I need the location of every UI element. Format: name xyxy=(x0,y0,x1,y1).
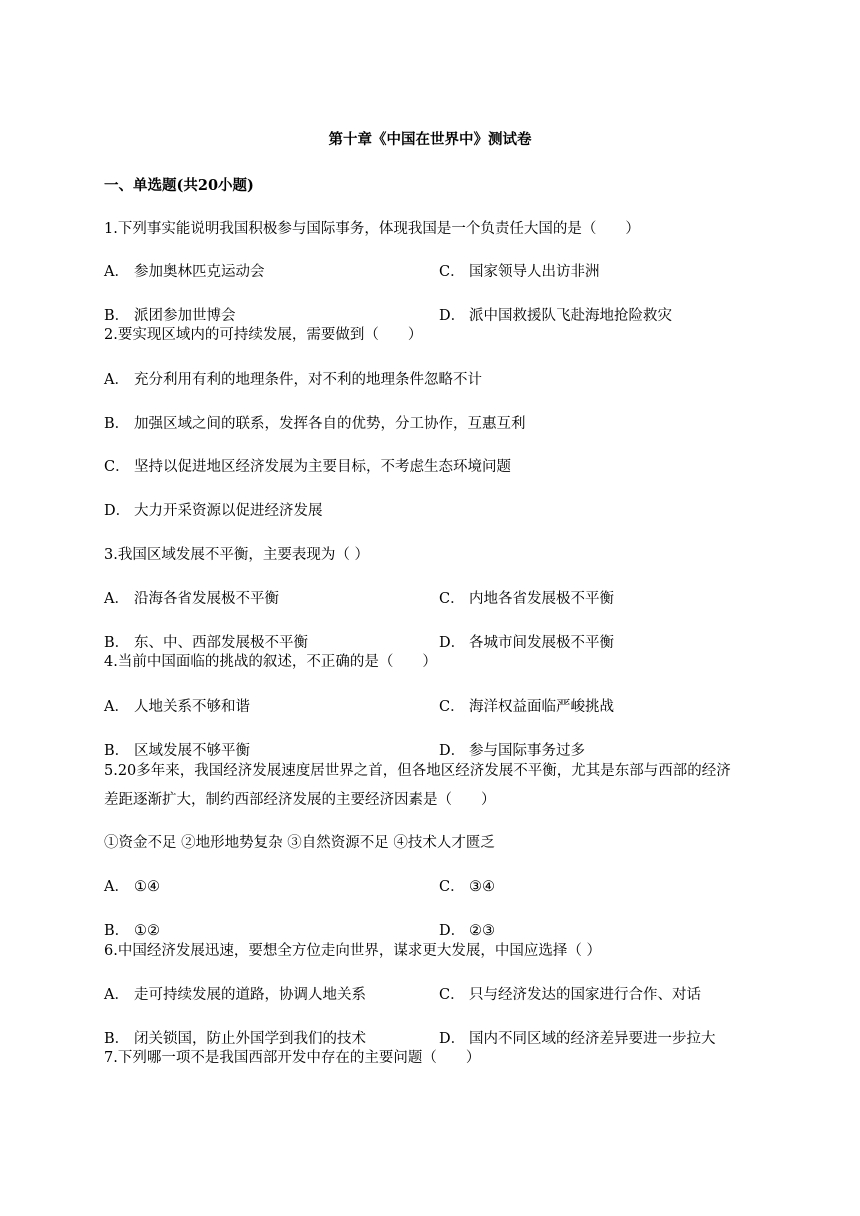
option-text: ②③ xyxy=(469,923,495,939)
option-text: ③④ xyxy=(469,879,495,895)
option-text: 派团参加世博会 xyxy=(134,308,236,324)
option-label: B． xyxy=(104,635,130,651)
option-label: C． xyxy=(439,987,465,1003)
question-3-option-a[interactable] xyxy=(104,589,279,609)
question-6-option-d[interactable] xyxy=(439,1029,716,1049)
option-label: D． xyxy=(439,308,466,324)
option-label: D． xyxy=(439,635,466,651)
option-text: 参加奥林匹克运动会 xyxy=(134,264,265,280)
question-2-option-c[interactable] xyxy=(104,457,511,477)
option-text: 国家领导人出访非洲 xyxy=(469,264,600,280)
option-text: 只与经济发达的国家进行合作、对话 xyxy=(469,987,701,1003)
question-5-option-b[interactable] xyxy=(104,921,160,941)
option-text: 内地各省发展极不平衡 xyxy=(469,591,614,607)
question-5-statements: ①资金不足 ②地形地势复杂 ③自然资源不足 ④技术人才匮乏 xyxy=(104,835,495,851)
question-5-stem: 5.20多年来，我国经济发展速度居世界之首，但各地区经济发展不平衡，尤其是东部与西部的经济 xyxy=(104,763,731,779)
question-7-stem: 7.下列哪一项不是我国西部开发中存在的主要问题（ ） xyxy=(104,1050,481,1066)
question-1-option-c[interactable] xyxy=(439,262,600,282)
option-label: B． xyxy=(104,923,130,939)
question-6-stem: 6.中国经济发展迅速，要想全方位走向世界，谋求更大发展，中国应选择（ ） xyxy=(104,943,601,959)
option-label: D． xyxy=(439,1031,466,1047)
question-4-option-d[interactable] xyxy=(439,741,585,761)
option-text: 充分利用有利的地理条件，对不利的地理条件忽略不计 xyxy=(134,372,482,388)
question-3-option-c[interactable] xyxy=(439,589,614,609)
question-5-option-c[interactable] xyxy=(439,877,495,897)
option-label: A． xyxy=(104,264,129,280)
option-text: 人地关系不够和谐 xyxy=(134,699,250,715)
option-text: 大力开采资源以促进经济发展 xyxy=(134,503,323,519)
option-text: 坚持以促进地区经济发展为主要目标，不考虑生态环境问题 xyxy=(134,459,511,475)
option-label: C． xyxy=(439,879,465,895)
question-4-option-b[interactable] xyxy=(104,741,250,761)
question-5-stem-continued: 差距逐渐扩大，制约西部经济发展的主要经济因素是（ ） xyxy=(104,792,496,808)
option-text: 东、中、西部发展极不平衡 xyxy=(134,635,308,651)
section-heading: 一、单选题(共20小题) xyxy=(104,177,254,194)
option-label: A． xyxy=(104,987,129,1003)
question-5-option-a[interactable] xyxy=(104,877,160,897)
question-3-option-b[interactable] xyxy=(104,633,308,653)
option-text: ①④ xyxy=(134,879,160,895)
question-6-option-c[interactable] xyxy=(439,985,701,1005)
option-label: B． xyxy=(104,308,130,324)
option-label: D． xyxy=(439,743,466,759)
question-1-stem: 1.下列事实能说明我国积极参与国际事务，体现我国是一个负责任大国的是（ ） xyxy=(104,221,640,237)
question-4-option-a[interactable] xyxy=(104,697,250,717)
option-label: A． xyxy=(104,699,129,715)
question-2-option-d[interactable] xyxy=(104,501,323,521)
option-text: 沿海各省发展极不平衡 xyxy=(134,591,279,607)
option-label: B． xyxy=(104,416,130,432)
question-2-stem: 2.要实现区域内的可持续发展，需要做到（ ） xyxy=(104,327,423,343)
question-2-option-b[interactable] xyxy=(104,414,526,434)
option-label: B． xyxy=(104,1031,130,1047)
question-1-option-b[interactable] xyxy=(104,306,236,326)
option-text: 国内不同区域的经济差异要进一步拉大 xyxy=(469,1031,716,1047)
option-label: C． xyxy=(439,264,465,280)
option-label: C． xyxy=(439,591,465,607)
question-6-option-b[interactable] xyxy=(104,1029,366,1049)
question-6-option-a[interactable] xyxy=(104,985,366,1005)
question-4-stem: 4.当前中国面临的挑战的叙述，不正确的是（ ） xyxy=(104,654,437,670)
option-label: A． xyxy=(104,591,129,607)
document-title: 第十章《中国在世界中》测试卷 xyxy=(328,131,532,148)
option-label: B． xyxy=(104,743,130,759)
question-3-option-d[interactable] xyxy=(439,633,614,653)
option-text: 各城市间发展极不平衡 xyxy=(469,635,614,651)
option-text: 参与国际事务过多 xyxy=(469,743,585,759)
option-text: 派中国救援队飞赴海地抢险救灾 xyxy=(469,308,672,324)
question-4-option-c[interactable] xyxy=(439,697,614,717)
option-text: 区域发展不够平衡 xyxy=(134,743,250,759)
question-3-stem: 3.我国区域发展不平衡，主要表现为（ ） xyxy=(104,547,369,563)
option-text: 加强区域之间的联系，发挥各自的优势，分工协作，互惠互利 xyxy=(134,416,526,432)
option-label: C． xyxy=(104,459,130,475)
option-label: D． xyxy=(439,923,466,939)
option-text: ①② xyxy=(134,923,160,939)
option-text: 走可持续发展的道路，协调人地关系 xyxy=(134,987,366,1003)
question-1-option-d[interactable] xyxy=(439,306,672,326)
option-label: C． xyxy=(439,699,465,715)
option-label: A． xyxy=(104,879,129,895)
question-5-option-d[interactable] xyxy=(439,921,495,941)
option-label: A． xyxy=(104,372,129,388)
option-text: 闭关锁国，防止外国学到我们的技术 xyxy=(134,1031,366,1047)
question-2-option-a[interactable] xyxy=(104,370,482,390)
option-text: 海洋权益面临严峻挑战 xyxy=(469,699,614,715)
option-label: D． xyxy=(104,503,131,519)
question-1-option-a[interactable] xyxy=(104,262,265,282)
